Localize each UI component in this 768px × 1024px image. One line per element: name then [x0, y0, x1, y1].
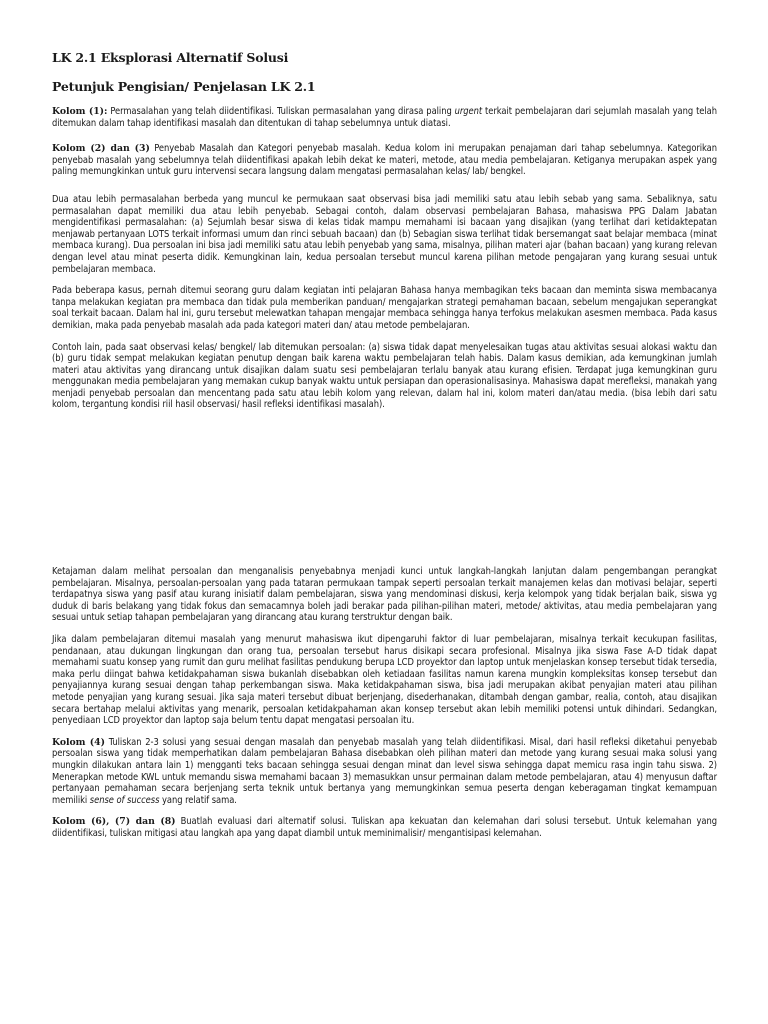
paragraph-dua-permasalahan: Dua atau lebih permasalahan berbeda yang muncul ke permukaan saat observasi bisa jadi memiliki satu atau lebih sebab yang sama. Sebaliknya, satu permasalahan dapat memiliki dua atau lebih penyebab. Sebagai contoh, dalam observasi pembelajaran Bahasa, mahasiswa PPG Dalam Jabatan mengidentifikasi permasalahan: (a) Sejumlah besar siswa di kelas tidak mampu memahami isi bacaan yang disajikan (yang terlihat dari ketidaktepatan menjawab pertanyaan LOTS terkait informasi umum dan rinci sebuah bacaan) dan (b) Sebagian siswa terlihat tidak bersemangat saat belajar membaca (minat membaca kurang). Dua persoalan ini bisa jadi memiliki satu atau lebih penyebab yang sama, misalnya, pilihan materi ajar (bahan bacaan) yang kurang relevan dengan level atau minat peserta didik. Kemungkinan lain, kedua persoalan tersebut muncul karena pilihan metode pengajaran yang kurang sesuai untuk pembelajaran membaca.: [52, 193, 717, 275]
kolom-4-italic: sense of success: [89, 794, 160, 806]
kolom-4-label: Kolom (4): [52, 736, 105, 748]
kolom-1-text-b: terkait pembelajaran dari sejumlah masalah yang telah ditemukan dalam tahap identifikasi masalah dan ditentukan di tahap sebelumnya untuk diatasi.: [52, 106, 717, 129]
kolom-4-text-b: yang relatif sama.: [159, 794, 237, 806]
kolom-1-paragraph: [52, 106, 717, 129]
kolom-6-7-8-label: Kolom (6), (7) dan (8): [52, 816, 176, 828]
document-upper: [52, 50, 717, 421]
paragraph-jika-dalam: Jika dalam pembelajaran ditemui masalah yang menurut mahasiswa ikut dipengaruhi faktor di luar pembelajaran, misalnya terkait kecukupan fasilitas, pendanaan, atau dukungan lingkungan dan orang tua, persoalan tersebut harus disikapi secara profesional. Misalnya jika siswa Fase A-D tidak dapat memahami suatu konsep yang rumit dan guru melihat fasilitas pendukung berupa LCD proyektor dan laptop untuk menjelaskan konsep tersebut tidak tersedia, maka perlu diingat bahwa ketidakpahaman siswa bukanlah disebabkan oleh ketiadaan fasilitas namun karena mungkin kompleksitas konsep tersebut dan penyajiannya kurang sesuai dengan tahap perkembangan siswa. Maka ketidakpahaman siswa, bisa jadi merupakan akibat penyajian materi atau pilihan metode penyajian yang kurang sesuai. Jika saja materi tersebut dibuat berjenjang, disederhanakan, ditambah dengan gambar, realia, contoh, atau disajikan secara bertahap melalui aktivitas yang menarik, persoalan ketidakpahaman akan konsep tersebut akan lebih memiliki potensi untuk dihindari. Sedangkan, penyediaan LCD proyektor dan laptop saja belum tentu dapat mengatasi persoalan itu.: [52, 633, 717, 727]
document-title: LK 2.1 Eksplorasi Alternatif Solusi: [52, 50, 289, 65]
document-lower: [52, 566, 717, 849]
kolom-2-3-paragraph: [52, 143, 717, 178]
kolom-4-paragraph: [52, 737, 717, 807]
kolom-1-italic: urgent: [454, 106, 483, 117]
kolom-2-3-label: Kolom (2) dan (3): [52, 143, 150, 155]
paragraph-ketajaman: Ketajaman dalam melihat persoalan dan menganalisis penyebabnya menjadi kunci untuk langkah-langkah lanjutan dalam pengembangan perangkat pembelajaran. Misalnya, persoalan-persoalan yang pada tataran permukaan tampak seperti persoalan terkait manajemen kelas dan motivasi belajar, seperti terdapatnya siswa yang pasif atau kurang inisiatif dalam pembelajaran, siswa yang mendominasi diskusi, kerja kelompok yang tidak berjalan baik, siswa yg duduk di baris belakang yang tidak fokus dan semacamnya boleh jadi berakar pada pilihan-pilihan materi, metode/ aktivitas, atau media pembelajaran yang sesuai untuk setiap tahapan pembelajaran yang dirancang atau kurang terstruktur dengan baik.: [52, 566, 717, 624]
kolom-1-label: Kolom (1):: [52, 106, 108, 117]
document-subtitle: Petunjuk Pengisian/ Penjelasan LK 2.1: [52, 79, 316, 94]
kolom-4-text-a: Tuliskan 2-3 solusi yang sesuai dengan masalah dan penyebab masalah yang telah diidentifikasi. Misal, dari hasil refleksi diketahui penyebab persoalan siswa yang tidak memperhatikan dalam pembelajaran Bahasa disebabkan oleh pilihan materi dan metode yang kurang sesuai maka solusi yang mungkin dilakukan antara lain 1) mengganti teks bacaan sehingga sesuai dengan minat dan level siswa sehingga dapat memicu rasa ingin tahu siswa. 2) Menerapkan metode KWL untuk memandu siswa memahami bacaan 3) memasukkan unsur permainan dalam metode pembelajaran, atau 4) menyusun daftar pertanyaan pemahaman secara berjenjang serta teknik untuk bertanya yang memungkinkan semua peserta dengan keberagaman tingkat kemampuan memiliki: [52, 736, 717, 806]
kolom-2-3-text: Penyebab Masalah dan Kategori penyebab masalah. Kedua kolom ini merupakan penajaman dari tahap sebelumnya. Kategorikan penyebab masalah yang sebelumnya telah diidentifikasi apakah lebih dekat ke materi, metode, atau media pembelajaran. Ketiganya merupakan aspek yang paling memungkinkan untuk guru intervensi secara langsung dalam mengatasi permasalahan kelas/ lab/ bengkel.: [52, 143, 717, 178]
kolom-6-7-8-paragraph: [52, 816, 717, 839]
kolom-6-7-8-text: Buatlah evaluasi dari alternatif solusi. Tuliskan apa kekuatan dan kelemahan dari solusi tersebut. Untuk kelemahan yang diidentifikasi, tuliskan mitigasi atau langkah apa yang dapat diambil untuk meminimalisir/ mengantisipasi kelemahan.: [52, 816, 717, 839]
paragraph-beberapa-kasus: Pada beberapa kasus, pernah ditemui seorang guru dalam kegiatan inti pelajaran Bahasa hanya membagikan teks bacaan dan meminta siswa membacanya tanpa melakukan kegiatan pra membaca dan tidak pula memberikan panduan/ mengajarkan strategi pemahaman bacaan, sebelum mengajukan seperangkat soal terkait bacaan. Dalam hal ini, guru tersebut melewatkan tahapan mengajar membaca sehingga hanya terfokus melakukan asesmen membaca. Pada kasus demikian, maka pada penyebab masalah ada pada kategori materi dan/ atau metode pembelajaran.: [52, 285, 717, 331]
kolom-1-text-a: Permasalahan yang telah diidentifikasi. Tuliskan permasalahan yang dirasa paling: [107, 106, 455, 117]
paragraph-contoh-lain: Contoh lain, pada saat observasi kelas/ bengkel/ lab ditemukan persoalan: (a) siswa tidak dapat menyelesaikan tugas atau aktivitas sesuai alokasi waktu dan (b) guru tidak sempat melakukan kegiatan penutup dengan baik karena waktu pembelajaran telah habis. Dalam kasus demikian, ada kemungkinan jumlah materi atau aktivitas yang dirancang untuk disajikan dalam suatu sesi pembelajaran terlalu banyak atau kurang efisien. Terdapat juga kemungkinan guru menggunakan media pembelajaran yang memakan cukup banyak waktu untuk persiapan dan operasionalisasinya. Mahasiswa dapat merefleksi, manakah yang menjadi penyebab persoalan dan mencentang pada satu atau lebih kolom yang relevan, dalam hal ini, kolom materi dan/atau media. (bisa lebih dari satu kolom, tergantung kondisi riil hasil observasi/ hasil refleksi identifikasi masalah).: [52, 341, 717, 411]
